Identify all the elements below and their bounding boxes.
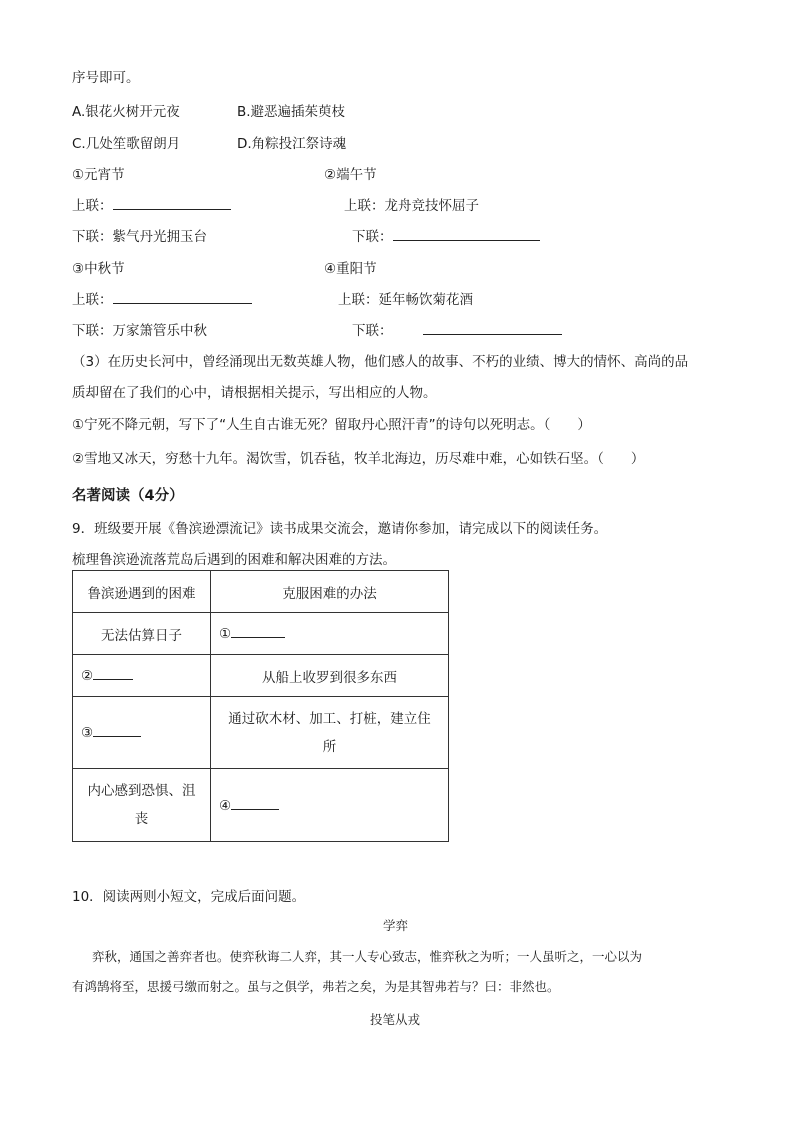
table-row	[73, 655, 449, 697]
table-cell	[73, 769, 211, 842]
festival-dragon-boat: ②端午节	[324, 167, 377, 183]
cell-marker: ①	[219, 626, 232, 642]
answer-blank[interactable]	[93, 667, 133, 680]
cell-text-line: 通过砍木材、加工、打桩，建立住	[228, 710, 431, 727]
table-row	[73, 613, 449, 655]
answer-blank[interactable]	[423, 322, 562, 335]
table-row	[73, 697, 449, 769]
cell-marker: ②	[81, 668, 94, 684]
passage-title-1: 学弈	[383, 918, 409, 933]
question-9: 9．班级要开展《鲁滨逊漂流记》读书成果交流会，邀请你参加，请完成以下的阅读任务。	[72, 521, 608, 537]
difficulty-table	[72, 570, 449, 842]
lantern-lower-couplet: 下联：紫气丹光拥玉台	[72, 229, 207, 245]
section-title: 名著阅读（4分）	[72, 488, 184, 504]
answer-blank[interactable]	[393, 228, 540, 241]
mid-autumn-upper-couplet	[72, 288, 252, 308]
mid-autumn-lower-couplet: 下联：万家箫管乐中秋	[72, 323, 207, 339]
answer-blank[interactable]	[231, 797, 279, 810]
table-cell: 从船上收罗到很多东西	[211, 655, 449, 697]
upper-label: 上联：	[72, 198, 113, 214]
question-3-item2: ②雪地又冰天，穷愁十九年。渴饮雪，饥吞毡，牧羊北海边，历尽难中难，心如铁石坚。（ ）	[72, 451, 645, 467]
option-b: B.避恶遍插茱萸枝	[237, 104, 346, 120]
table-cell	[211, 769, 449, 842]
upper-label: 上联：	[72, 292, 113, 308]
table-row	[73, 769, 449, 842]
line-intro: 序号即可。	[72, 70, 140, 86]
table-cell	[73, 655, 211, 697]
question-9-sub: 梳理鲁滨逊流落荒岛后遇到的困难和解决困难的方法。	[72, 552, 396, 568]
dragon-boat-lower-couplet	[352, 225, 540, 245]
festival-mid-autumn: ③中秋节	[72, 261, 125, 277]
passage-1-line1: 弈秋，通国之善弈者也。使弈秋诲二人弈，其一人专心致志，惟弈秋之为听；一人虽听之，一心以为	[92, 949, 643, 964]
cell-text-line: 内心感到恐惧、沮	[87, 783, 196, 799]
question-3-line1: （3）在历史长河中，曾经涌现出无数英雄人物，他们感人的故事、不朽的业绩、博大的情怀、高尚的品	[72, 354, 689, 370]
option-d: D.角粽投江祭诗魂	[237, 136, 347, 152]
passage-title-2: 投笔从戎	[370, 1012, 421, 1027]
festival-lantern: ①元宵节	[72, 167, 125, 183]
answer-blank[interactable]	[113, 197, 231, 210]
cell-text-line: 所	[322, 738, 337, 755]
table-header: 克服困难的办法	[211, 571, 449, 613]
table-cell	[211, 697, 449, 769]
answer-blank[interactable]	[231, 625, 285, 638]
lantern-upper-couplet	[72, 194, 231, 214]
question-10: 10．阅读两则小短文，完成后面问题。	[72, 889, 306, 905]
question-3-item1: ①宁死不降元朝，写下了“人生自古谁无死？留取丹心照汗青”的诗句以死明志。（ ）	[72, 417, 591, 433]
table-cell	[211, 613, 449, 655]
table-header-row	[73, 571, 449, 613]
table-cell	[73, 697, 211, 769]
lower-label: 下联：	[352, 229, 393, 245]
option-c: C.几处笙歌留朗月	[72, 136, 181, 152]
answer-blank[interactable]	[113, 291, 252, 304]
question-3-line2: 质却留在了我们的心中，请根据相关提示，写出相应的人物。	[72, 385, 437, 401]
double-ninth-upper-couplet: 上联：延年畅饮菊花酒	[338, 292, 473, 308]
table-cell: 无法估算日子	[73, 613, 211, 655]
festival-double-ninth: ④重阳节	[324, 261, 377, 277]
cell-marker: ④	[219, 797, 232, 814]
cell-marker: ③	[81, 725, 94, 741]
option-a: A.银花火树开元夜	[72, 104, 180, 120]
table-header: 鲁滨逊遇到的困难	[73, 571, 211, 613]
lower-label: 下联：	[352, 323, 393, 339]
answer-blank[interactable]	[93, 724, 141, 737]
passage-1-line2: 有鸿鹄将至，思援弓缴而射之。虽与之俱学，弗若之矣，为是其智弗若与？曰：非然也。	[72, 979, 560, 994]
dragon-boat-upper-couplet: 上联：龙舟竞技怀屈子	[344, 198, 479, 214]
cell-text-line: 丧	[134, 811, 149, 827]
double-ninth-lower-couplet	[352, 319, 562, 339]
